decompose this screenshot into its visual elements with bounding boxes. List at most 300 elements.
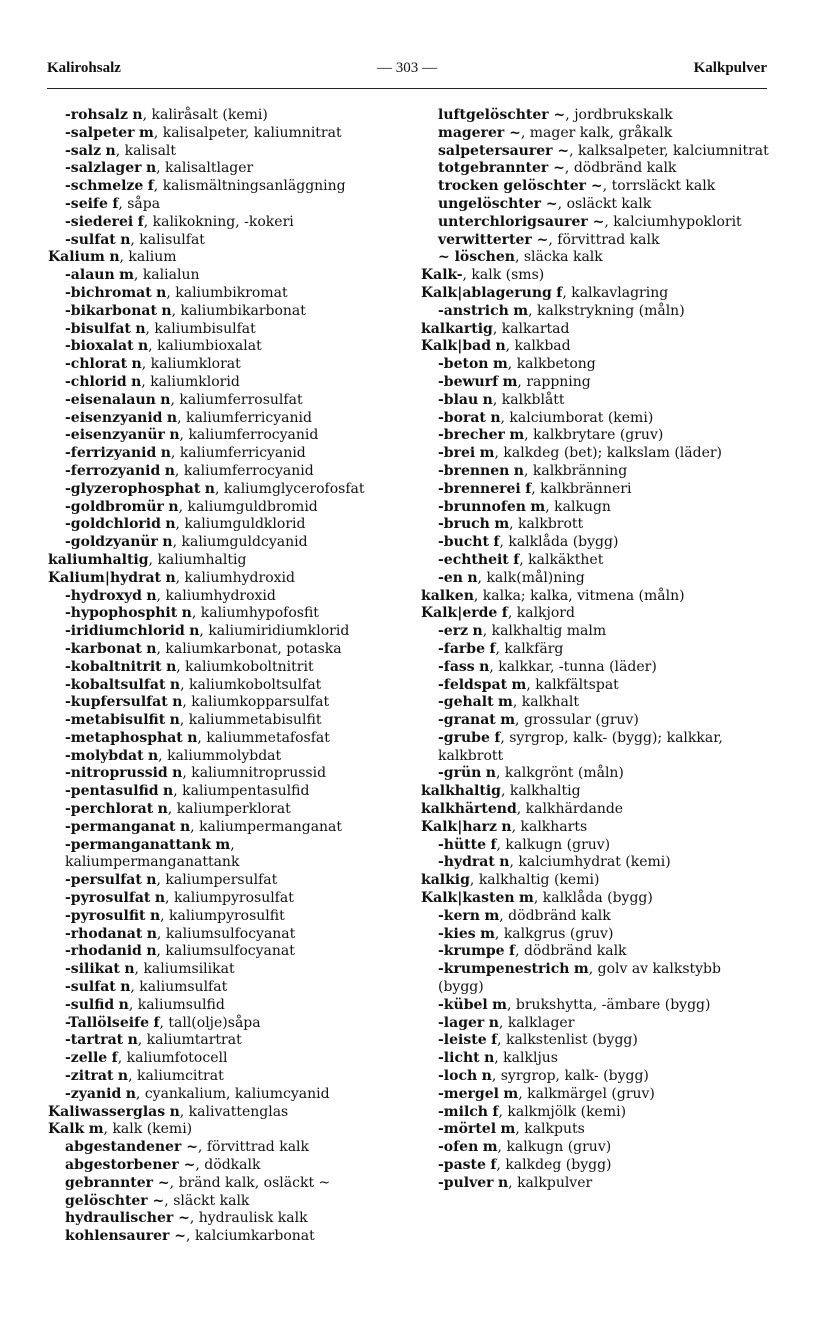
entry-gender: n bbox=[189, 623, 200, 640]
entry-translation: hydraulisk kalk bbox=[198, 1210, 308, 1227]
entry-translation: kaliumsulfocyanat bbox=[165, 925, 296, 942]
dictionary-entry: -bikarbonat n, kaliumbikarbonat bbox=[65, 302, 306, 319]
entry-translation: släcka kalk bbox=[523, 249, 603, 266]
entry-headword: -kupfersulfat bbox=[65, 694, 168, 711]
entry-gender: n bbox=[154, 890, 166, 907]
dictionary-entry: unterchlorigsaurer ~, kalciumhypoklorit bbox=[438, 213, 742, 230]
entry-translation: kalka; kalka, vitmena (måln) bbox=[482, 587, 685, 604]
entry-translation: kaliumsilikat bbox=[143, 961, 235, 978]
dictionary-entry: -brennen n, kalkbränning bbox=[438, 462, 628, 479]
entry-translation: kalciumhypoklorit bbox=[613, 213, 742, 230]
entry-translation: kaliumcitrat bbox=[137, 1068, 224, 1085]
dictionary-entry: -kobaltsulfat n, kaliumkoboltsulfat bbox=[65, 676, 322, 693]
entry-gender: f bbox=[111, 1050, 118, 1067]
dictionary-entry: -ferrizyanid n, kaliumferricyanid bbox=[65, 445, 306, 462]
entry-headword: -en bbox=[438, 569, 463, 586]
entry-headword: -seife bbox=[65, 195, 108, 212]
dictionary-entry: -eisenzyanür n, kaliumferrocyanid bbox=[65, 427, 319, 444]
dictionary-entry: ~ löschen, släcka kalk bbox=[438, 249, 603, 266]
entry-gender: m bbox=[509, 427, 525, 444]
dictionary-entry: -siederei f, kalikokning, -kokeri bbox=[65, 213, 294, 230]
dictionary-entry: -bruch m, kalkbrott bbox=[438, 516, 584, 533]
dictionary-entry: -alaun m, kalialun bbox=[65, 267, 200, 284]
entry-headword: -eisenzyanür bbox=[65, 427, 165, 444]
dictionary-entry: -metabisulfit n, kaliummetabisulfit bbox=[65, 712, 322, 729]
dictionary-entry: -chlorat n, kaliumklorat bbox=[65, 356, 241, 373]
entry-gender: n bbox=[169, 1103, 180, 1120]
entry-headword: abgestorbener ~ bbox=[65, 1157, 196, 1174]
dictionary-entry: -zelle f, kaliumfotocell bbox=[65, 1050, 228, 1067]
entry-translation: förvittrad kalk bbox=[557, 231, 660, 248]
entry-gender: n bbox=[169, 712, 180, 729]
entry-translation: kaliumklorat bbox=[150, 356, 241, 373]
dictionary-entry: -kern m, dödbränd kalk bbox=[438, 907, 611, 924]
entry-gender: n bbox=[164, 462, 175, 479]
entry-translation: kaliumtartrat bbox=[146, 1032, 242, 1049]
dictionary-entry: Kalk|ablagerung f, kalkavlagring bbox=[421, 284, 669, 301]
dictionary-entry: -hypophosphit n, kaliumhypofosfit bbox=[65, 605, 319, 622]
dictionary-entry: -salpeter m, kalisalpeter, kaliumnitrat bbox=[65, 124, 342, 141]
dictionary-entry: -krumpe f, dödbränd kalk bbox=[438, 943, 627, 960]
dictionary-entry: -brunnofen m, kalkugn bbox=[438, 498, 611, 515]
entry-translation: släckt kalk bbox=[173, 1192, 250, 1209]
entry-gender: m bbox=[503, 1085, 519, 1102]
entry-headword: -pulver bbox=[438, 1174, 494, 1191]
entry-translation: kalkfältspat bbox=[535, 676, 619, 693]
entry-headword: -pyrosulfat bbox=[65, 890, 151, 907]
dictionary-entry: -pyrosulfat n, kaliumpyrosulfat bbox=[65, 890, 294, 907]
entry-translation: kalkmärgel (gruv) bbox=[527, 1085, 655, 1102]
dictionary-entry: -salz n, kalisalt bbox=[65, 142, 177, 159]
entry-headword: gebrannter ~ bbox=[65, 1174, 170, 1191]
entry-translation: kalklåda (bygg) bbox=[542, 890, 653, 907]
entry-translation: kalisulfat bbox=[139, 231, 205, 248]
dictionary-entry: -Tallölseife f, tall(olje)såpa bbox=[65, 1014, 261, 1031]
entry-translation: kalkstenlist (bygg) bbox=[506, 1032, 638, 1049]
entry-headword: -bichromat bbox=[65, 284, 152, 301]
entry-headword: -Tallölseife bbox=[65, 1014, 149, 1031]
entry-headword: unterchlorigsaurer ~ bbox=[438, 213, 605, 230]
dictionary-entry: -tartrat n, kaliumtartrat bbox=[65, 1032, 242, 1049]
entry-headword: Kalk|kasten bbox=[421, 890, 515, 907]
entry-headword: -alaun bbox=[65, 267, 115, 284]
entry-translation: kaliumperklorat bbox=[176, 801, 291, 818]
entry-translation: kalkharts bbox=[520, 818, 588, 835]
entry-translation: kaliumglycerofosfat bbox=[223, 480, 365, 497]
entry-translation: kalkputs bbox=[524, 1121, 585, 1138]
entry-gender: n bbox=[109, 249, 120, 266]
entry-translation: dödbränd kalk bbox=[508, 907, 611, 924]
dictionary-entry: Kalk|erde f, kalkjord bbox=[421, 605, 575, 622]
entry-headword: kalkartig bbox=[421, 320, 493, 337]
entry-headword: -silikat bbox=[65, 961, 120, 978]
entry-headword: -bioxalat bbox=[65, 338, 134, 355]
entry-gender: n bbox=[172, 765, 183, 782]
entry-headword: -metaphosphat bbox=[65, 729, 183, 746]
dictionary-entry: -brei m, kalkdeg (bet); kalkslam (läder) bbox=[438, 445, 723, 462]
entry-headword: abgestandener ~ bbox=[65, 1139, 198, 1156]
entry-translation: tall(olje)såpa bbox=[168, 1014, 261, 1031]
entry-headword: kaliumhaltig bbox=[48, 551, 149, 568]
dictionary-entry: kaliumhaltig, kaliumhaltig bbox=[48, 551, 247, 568]
entry-gender: n bbox=[118, 996, 129, 1013]
entry-headword: -bisulfat bbox=[65, 320, 131, 337]
entry-headword: -zitrat bbox=[65, 1068, 114, 1085]
entry-gender: n bbox=[105, 142, 116, 159]
dictionary-entry: kohlensaurer ~, kalciumkarbonat bbox=[65, 1228, 315, 1245]
dictionary-entry: Kalium|hydrat n, kaliumhydroxid bbox=[48, 569, 295, 586]
entry-gender: f bbox=[489, 640, 496, 657]
entry-headword: verwitterter ~ bbox=[438, 231, 549, 248]
header-first-word: Kalirohsalz bbox=[47, 60, 121, 76]
entry-gender: n bbox=[146, 587, 157, 604]
entry-gender: n bbox=[137, 338, 149, 355]
entry-gender: n bbox=[131, 373, 142, 390]
entry-translation: kaliumpentasulfid bbox=[182, 783, 310, 800]
entry-headword: -beton bbox=[438, 356, 489, 373]
entry-translation: kaliummetafosfat bbox=[206, 729, 330, 746]
entry-headword: -rhodanat bbox=[65, 925, 143, 942]
entry-headword: -milch bbox=[438, 1103, 488, 1120]
entry-translation: bränd kalk, osläckt ~ bbox=[178, 1174, 331, 1191]
dictionary-entry: -paste f, kalkdeg (bygg) bbox=[438, 1157, 612, 1174]
entry-gender: n bbox=[165, 569, 176, 586]
entry-headword: -salpeter bbox=[65, 124, 135, 141]
dictionary-entry: -rohsalz n, kaliråsalt (kemi) bbox=[65, 107, 268, 123]
entry-gender: n bbox=[120, 231, 131, 248]
entry-gender: m bbox=[511, 676, 527, 693]
entry-headword: -brecher bbox=[438, 427, 505, 444]
entry-headword: kalkhaltig bbox=[421, 783, 501, 800]
entry-headword: trocken gelöschter ~ bbox=[438, 178, 603, 195]
dictionary-entry: -chlorid n, kaliumklorid bbox=[65, 373, 240, 390]
entry-headword: Kalium bbox=[48, 249, 105, 266]
dictionary-entry: -brennerei f, kalkbränneri bbox=[438, 480, 632, 497]
dictionary-entry: -sulfid n, kaliumsulfid bbox=[65, 996, 225, 1013]
entry-translation: kalciumkarbonat bbox=[194, 1228, 315, 1245]
entry-gender: n bbox=[168, 498, 179, 515]
entry-headword: -goldzyanür bbox=[65, 534, 158, 551]
dictionary-entry: Kaliwasserglas n, kalivattenglas bbox=[48, 1103, 289, 1120]
entry-gender: f bbox=[147, 178, 154, 195]
dictionary-entry: Kalk|bad n, kalkbad bbox=[421, 338, 571, 355]
dictionary-entry: kalkig, kalkhaltig (kemi) bbox=[421, 872, 600, 889]
entry-gender: n bbox=[160, 445, 171, 462]
entry-headword: -borat bbox=[438, 409, 486, 426]
entry-headword: -granat bbox=[438, 712, 496, 729]
entry-translation: kaliumkarbonat, potaska bbox=[165, 640, 342, 657]
entry-translation: kalkstrykning (måln) bbox=[537, 302, 685, 319]
entry-gender: n bbox=[166, 409, 178, 426]
entry-translation: kaliumkoboltsulfat bbox=[188, 676, 322, 693]
entry-translation: kalklåda (bygg) bbox=[508, 534, 619, 551]
entry-translation: kaliumsulfid bbox=[137, 996, 225, 1013]
entry-gender: n bbox=[490, 409, 501, 426]
dictionary-entry: -licht n, kalkljus bbox=[438, 1050, 558, 1067]
entry-translation: kaliumferrosulfat bbox=[179, 391, 303, 408]
entry-translation: kalk (sms) bbox=[471, 267, 545, 284]
dictionary-entry: Kalk-, kalk (sms) bbox=[421, 267, 545, 284]
entry-gender: n bbox=[472, 623, 483, 640]
entry-headword: luftgelöschter ~ bbox=[438, 107, 566, 123]
entry-translation: kaliumhydroxid bbox=[165, 587, 276, 604]
entry-headword: -karbonat bbox=[65, 640, 142, 657]
dictionary-entry: -hütte f, kalkugn (gruv) bbox=[438, 836, 611, 853]
entry-headword: -perchlorat bbox=[65, 801, 154, 818]
entry-gender: n bbox=[146, 943, 157, 960]
entry-headword: ~ löschen bbox=[438, 249, 515, 266]
entry-translation: kalismältningsanläggning bbox=[162, 178, 346, 195]
entry-gender: f bbox=[493, 534, 500, 551]
entry-headword: -sulfid bbox=[65, 996, 115, 1013]
entry-headword: -chlorat bbox=[65, 356, 128, 373]
dictionary-entry: kalkhärtend, kalkhärdande bbox=[421, 801, 624, 818]
dictionary-entry: -pyrosulfit n, kaliumpyrosulfit bbox=[65, 907, 285, 924]
entry-translation: kaliumferricyanid bbox=[186, 409, 312, 426]
dictionary-entry: -krumpenestrich m, golv av kalkstybb (bygg) bbox=[438, 961, 721, 996]
entry-translation: kaliumbioxalat bbox=[157, 338, 262, 355]
entry-translation: kalk(mål)ning bbox=[486, 569, 585, 586]
entry-headword: -goldchlorid bbox=[65, 516, 161, 533]
entry-translation: kalkmjölk (kemi) bbox=[507, 1103, 627, 1120]
dictionary-entry: verwitterter ~, förvittrad kalk bbox=[438, 231, 660, 248]
dictionary-entry: gebrannter ~, bränd kalk, osläckt ~ bbox=[65, 1174, 331, 1191]
dictionary-entry: magerer ~, mager kalk, gråkalk bbox=[438, 124, 673, 141]
entry-translation: kalkbränneri bbox=[540, 480, 632, 497]
dictionary-entry: -nitroprussid n, kaliumnitroprussid bbox=[65, 765, 327, 782]
dictionary-entry: Kalk|kasten m, kalklåda (bygg) bbox=[421, 890, 653, 907]
dictionary-entry: -en n, kalk(mål)ning bbox=[438, 569, 585, 586]
entry-gender: m bbox=[498, 694, 513, 711]
entry-translation: kaliumhypofosfit bbox=[200, 605, 319, 622]
entry-gender: n bbox=[467, 569, 478, 586]
entry-translation: kaliumferrocyanid bbox=[183, 462, 314, 479]
entry-translation: kalkhalt bbox=[521, 694, 579, 711]
entry-headword: -iridiumchlorid bbox=[65, 623, 185, 640]
dictionary-entry: luftgelöschter ~, jordbrukskalk bbox=[438, 107, 673, 123]
entry-translation: kalklager bbox=[507, 1014, 575, 1031]
dictionary-entry: -karbonat n, kaliumkarbonat, potaska bbox=[65, 640, 342, 657]
entry-translation: kaliråsalt (kemi) bbox=[151, 107, 268, 123]
dictionary-entry: -kupfersulfat n, kaliumkopparsulfat bbox=[65, 694, 330, 711]
entry-headword: -grün bbox=[438, 765, 482, 782]
entry-gender: n bbox=[495, 338, 506, 355]
dictionary-entry: -hydrat n, kalciumhydrat (kemi) bbox=[438, 854, 671, 871]
entry-translation: kalkhaltig malm bbox=[491, 623, 607, 640]
entry-headword: -hydrat bbox=[438, 854, 495, 871]
dictionary-entry: -loch n, syrgrop, kalk- (bygg) bbox=[438, 1068, 649, 1085]
entry-translation: syrgrop, kalk- (bygg) bbox=[500, 1068, 649, 1085]
entry-headword: -zyanid bbox=[65, 1085, 122, 1102]
dictionary-entry: hydraulischer ~, hydraulisk kalk bbox=[65, 1210, 308, 1227]
dictionary-entry: -bucht f, kalklåda (bygg) bbox=[438, 534, 619, 551]
dictionary-entry: -pulver n, kalkpulver bbox=[438, 1174, 593, 1191]
dictionary-entry: -eisenalaun n, kaliumferrosulfat bbox=[65, 391, 303, 408]
entry-translation: kalkbränning bbox=[532, 462, 628, 479]
dictionary-entry: gelöschter ~, släckt kalk bbox=[65, 1192, 250, 1209]
entry-headword: -hütte bbox=[438, 836, 487, 853]
entry-translation: kalkfärg bbox=[504, 640, 564, 657]
entry-headword: -blau bbox=[438, 391, 479, 408]
entry-headword: ungelöschter ~ bbox=[438, 195, 558, 212]
entry-translation: kaliumkopparsulfat bbox=[191, 694, 330, 711]
entry-headword: -pyrosulfit bbox=[65, 907, 146, 924]
dictionary-entry: Kalium n, kalium bbox=[48, 249, 177, 266]
entry-gender: f bbox=[490, 1157, 497, 1174]
entry-translation: torrsläckt kalk bbox=[611, 178, 716, 195]
entry-headword: -kobaltsulfat bbox=[65, 676, 166, 693]
entry-gender: f bbox=[112, 195, 119, 212]
entry-headword: -loch bbox=[438, 1068, 478, 1085]
entry-headword: -permanganattank bbox=[65, 836, 211, 853]
dictionary-entry: -silikat n, kaliumsilikat bbox=[65, 961, 235, 978]
entry-gender: n bbox=[124, 961, 135, 978]
entry-headword: -rhodanid bbox=[65, 943, 142, 960]
dictionary-entry: trocken gelöschter ~, torrsläckt kalk bbox=[438, 178, 716, 195]
entry-translation: kalk (kemi) bbox=[112, 1121, 193, 1138]
entry-headword: -hydroxyd bbox=[65, 587, 142, 604]
entry-gender: n bbox=[169, 427, 180, 444]
entry-translation: kaliumnitroprussid bbox=[191, 765, 327, 782]
entry-gender: m bbox=[530, 498, 546, 515]
entry-gender: m bbox=[492, 356, 508, 373]
dictionary-entry: -grube f, syrgrop, kalk- (bygg); kalkkar, kalkbrott bbox=[438, 729, 723, 764]
entry-translation: kaliumklorid bbox=[150, 373, 240, 390]
entry-gender: f bbox=[137, 213, 144, 230]
entry-translation: kaliumbikromat bbox=[175, 284, 288, 301]
entry-translation: kaliumkoboltnitrit bbox=[185, 658, 314, 675]
entry-translation: dödkalk bbox=[204, 1157, 261, 1174]
entry-headword: magerer ~ bbox=[438, 124, 521, 141]
entry-gender: n bbox=[484, 1050, 495, 1067]
entry-translation: kalkgrönt (måln) bbox=[504, 765, 624, 782]
entry-headword: -nitroprussid bbox=[65, 765, 168, 782]
entry-gender: m bbox=[500, 1121, 516, 1138]
entry-gender: n bbox=[179, 818, 191, 835]
entry-translation: kalivattenglas bbox=[188, 1103, 289, 1120]
entry-gender: f bbox=[525, 480, 532, 497]
entry-translation: kalkhaltig bbox=[509, 783, 581, 800]
entry-headword: -krumpenestrich bbox=[438, 961, 570, 978]
entry-gender: n bbox=[149, 907, 161, 924]
entry-headword: -fass bbox=[438, 658, 475, 675]
dictionary-entry: Kalk m, kalk (kemi) bbox=[48, 1121, 193, 1138]
entry-headword: gelöschter ~ bbox=[65, 1192, 165, 1209]
entry-gender: m bbox=[502, 373, 518, 390]
entry-headword: -leiste bbox=[438, 1032, 487, 1049]
dictionary-entry: -grün n, kalkgrönt (måln) bbox=[438, 765, 624, 782]
dictionary-entry: -sulfat n, kalisulfat bbox=[65, 231, 205, 248]
entry-headword: -sulfat bbox=[65, 979, 116, 996]
entry-gender: f bbox=[492, 1103, 499, 1120]
entry-headword: -brei bbox=[438, 445, 476, 462]
entry-headword: -gehalt bbox=[438, 694, 494, 711]
entry-translation: kaliumpermanganat bbox=[199, 818, 343, 835]
entry-headword: salpetersaurer ~ bbox=[438, 142, 570, 159]
dictionary-entry: -metaphosphat n, kaliummetafosfat bbox=[65, 729, 330, 746]
entry-translation: kaliummolybdat bbox=[167, 747, 282, 764]
entry-headword: Kalk|ablagerung bbox=[421, 284, 552, 301]
entry-headword: -brunnofen bbox=[438, 498, 526, 515]
entry-translation: osläckt kalk bbox=[566, 195, 652, 212]
entry-headword: Kalk- bbox=[421, 267, 463, 284]
entry-translation: grossular (gruv) bbox=[523, 712, 639, 729]
entry-gender: f bbox=[509, 943, 516, 960]
entry-gender: f bbox=[556, 284, 563, 301]
dictionary-entry: -leiste f, kalkstenlist (bygg) bbox=[438, 1032, 638, 1049]
entry-translation: syrgrop, kalk- (bygg); kalkkar, kalkbrott bbox=[438, 729, 723, 764]
entry-headword: -bruch bbox=[438, 516, 490, 533]
entry-translation: mager kalk, gråkalk bbox=[529, 124, 673, 141]
entry-headword: -goldbromür bbox=[65, 498, 164, 515]
entry-headword: -siederei bbox=[65, 213, 134, 230]
dictionary-entry: -goldbromür n, kaliumguldbromid bbox=[65, 498, 318, 515]
entry-headword: -molybdat bbox=[65, 747, 144, 764]
entry-gender: m bbox=[573, 961, 589, 978]
dictionary-entry: -mörtel m, kalkputs bbox=[438, 1121, 585, 1138]
entry-translation: kaliumpersulfat bbox=[165, 872, 278, 889]
entry-headword: -chlorid bbox=[65, 373, 127, 390]
entry-translation: kalium bbox=[128, 249, 177, 266]
entry-gender: n bbox=[497, 1174, 509, 1191]
entry-translation: kaliumbisulfat bbox=[154, 320, 256, 337]
entry-gender: n bbox=[187, 729, 198, 746]
dictionary-entry: -mergel m, kalkmärgel (gruv) bbox=[438, 1085, 655, 1102]
entry-headword: -bikarbonat bbox=[65, 302, 157, 319]
entry-headword: -paste bbox=[438, 1157, 486, 1174]
dictionary-entry: -eisenzyanid n, kaliumferricyanid bbox=[65, 409, 312, 426]
dictionary-entry: -salzlager n, kalisaltlager bbox=[65, 160, 254, 177]
entry-headword: -salz bbox=[65, 142, 102, 159]
entry-gender: n bbox=[501, 818, 512, 835]
dictionary-entry: -kübel m, brukshytta, -ämbare (bygg) bbox=[438, 996, 711, 1013]
entry-translation: kaliumguldcyanid bbox=[181, 534, 308, 551]
entry-headword: Kalk|harz bbox=[421, 818, 497, 835]
entry-headword: -permanganat bbox=[65, 818, 176, 835]
dictionary-entry: -seife f, såpa bbox=[65, 195, 161, 212]
entry-gender: n bbox=[161, 302, 172, 319]
entry-translation: kalkkar, -tunna (läder) bbox=[498, 658, 657, 675]
dictionary-entry: -bichromat n, kaliumbikromat bbox=[65, 284, 288, 301]
dictionary-entry: -beton m, kalkbetong bbox=[438, 356, 596, 373]
entry-translation: kaliumpyrosulfit bbox=[169, 907, 285, 924]
dictionary-entry: -farbe f, kalkfärg bbox=[438, 640, 564, 657]
entry-translation: kaliumsulfocyanat bbox=[165, 943, 295, 960]
dictionary-entry: abgestorbener ~, dödkalk bbox=[65, 1157, 261, 1174]
entry-headword: totgebrannter ~ bbox=[438, 160, 565, 177]
entry-translation: dödbränd kalk bbox=[573, 160, 677, 177]
entry-gender: n bbox=[146, 872, 157, 889]
entry-gender: n bbox=[169, 676, 181, 693]
entry-gender: n bbox=[181, 605, 192, 622]
dictionary-entry: -feldspat m, kalkfältspat bbox=[438, 676, 619, 693]
entry-translation: brukshytta, -ämbare (bygg) bbox=[515, 996, 711, 1013]
dictionary-entry: -perchlorat n, kaliumperklorat bbox=[65, 801, 291, 818]
entry-gender: n bbox=[127, 1032, 138, 1049]
entry-gender: f bbox=[501, 605, 508, 622]
entry-headword: -lager bbox=[438, 1014, 485, 1031]
entry-translation: dödbränd kalk bbox=[523, 943, 627, 960]
entry-gender: n bbox=[145, 160, 157, 177]
dictionary-entry: -anstrich m, kalkstrykning (måln) bbox=[438, 302, 685, 319]
dictionary-entry: -ferrozyanid n, kaliumferrocyanid bbox=[65, 462, 314, 479]
dictionary-entry: Kalk|harz n, kalkharts bbox=[421, 818, 588, 835]
entry-headword: -pentasulfid bbox=[65, 783, 159, 800]
entry-headword: Kalk|bad bbox=[421, 338, 491, 355]
entry-gender: m bbox=[513, 302, 529, 319]
entry-headword: -ferrizyanid bbox=[65, 445, 157, 462]
dictionary-entry: -gehalt m, kalkhalt bbox=[438, 694, 579, 711]
